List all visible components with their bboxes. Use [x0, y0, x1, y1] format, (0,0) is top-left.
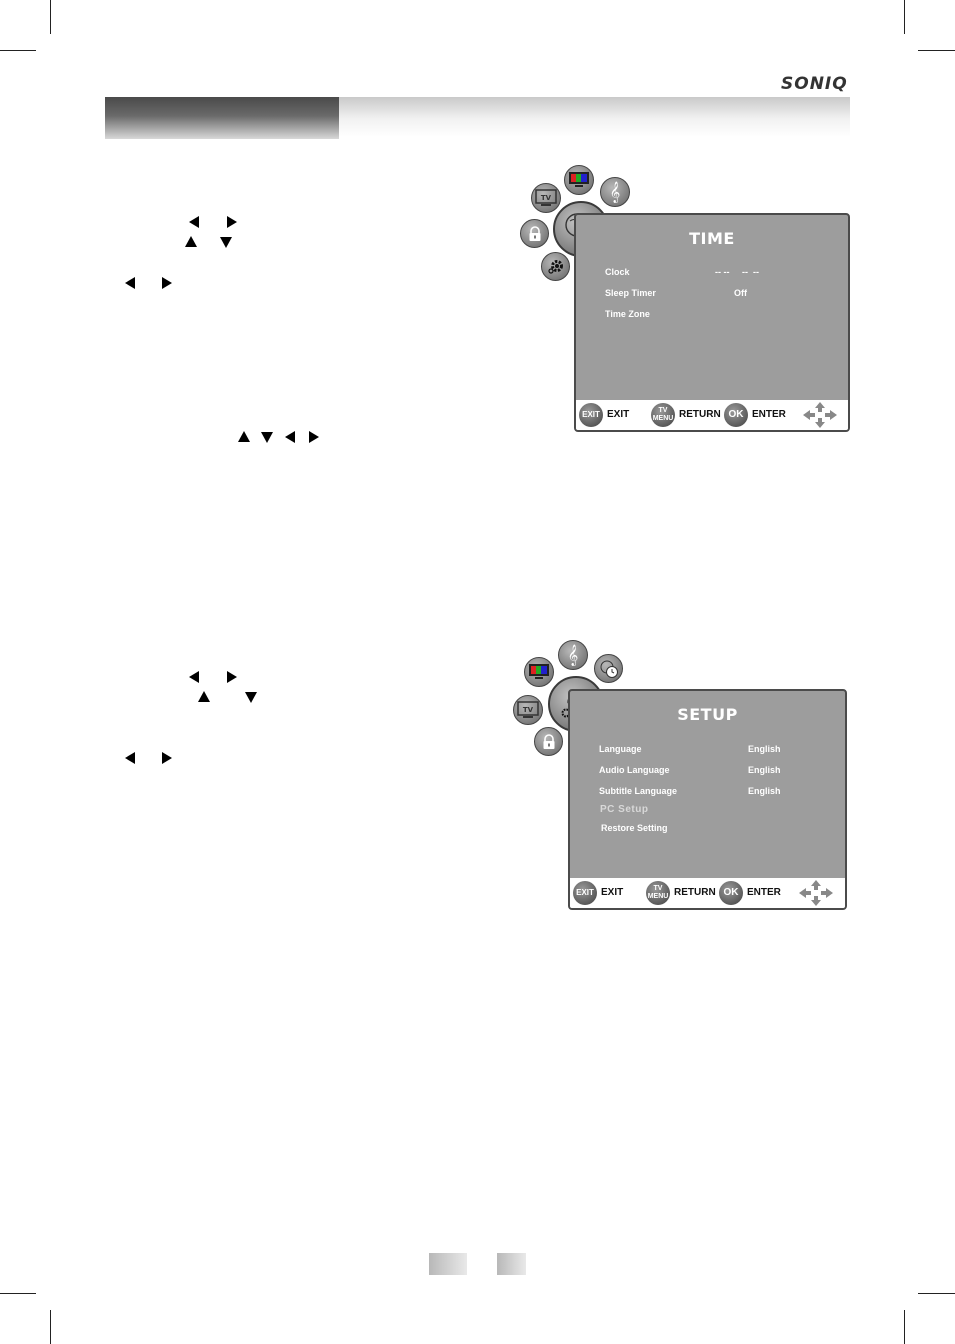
left-arrow-icon	[189, 671, 199, 683]
menu-item-audio-language[interactable]: Audio Language	[599, 765, 670, 775]
menu-item-time-zone[interactable]: Time Zone	[605, 309, 650, 319]
down-arrow-icon	[220, 237, 232, 248]
tv-icon-text: TV	[522, 706, 534, 714]
return-label: RETURN	[674, 887, 716, 898]
down-arrow-icon	[245, 692, 257, 703]
exit-label: EXIT	[601, 887, 624, 898]
navigation-arrows-icon	[798, 879, 834, 907]
time-menu-title: TIME	[689, 229, 735, 248]
crop-mark	[50, 1310, 51, 1344]
page-number-tab-left	[429, 1253, 467, 1275]
picture-icon[interactable]	[524, 657, 554, 687]
clock-icon[interactable]	[594, 654, 623, 683]
header-section-tab	[105, 97, 339, 139]
picture-icon[interactable]	[564, 165, 594, 195]
navigation-arrows-icon	[802, 401, 838, 429]
language-value: English	[748, 744, 781, 754]
time-menu-footer	[576, 400, 848, 430]
setup-menu-panel	[568, 689, 847, 910]
setup-menu-title: SETUP	[677, 705, 738, 724]
up-arrow-icon	[238, 431, 250, 442]
audio-language-value: English	[748, 765, 781, 775]
menu-item-sleep-timer[interactable]: Sleep Timer	[605, 288, 656, 298]
music-note-glyph: 𝄞	[567, 644, 579, 665]
lock-icon[interactable]	[520, 219, 549, 248]
tv-menu-button[interactable]	[646, 881, 670, 905]
lock-icon[interactable]	[534, 727, 563, 756]
return-label: RETURN	[679, 409, 721, 420]
setup-menu-footer	[570, 878, 845, 908]
menu-item-pc-setup: PC Setup	[600, 804, 649, 815]
exit-label: EXIT	[607, 409, 630, 420]
clock-value: -- -- -- --	[715, 267, 759, 277]
right-arrow-icon	[162, 752, 172, 764]
crop-mark	[918, 50, 955, 51]
exit-button[interactable]: EXIT	[573, 881, 597, 905]
brand-logo: SONIQ	[781, 74, 848, 94]
menu-item-clock[interactable]: Clock	[605, 267, 630, 277]
tv-menu-button-bottom: MENU	[647, 893, 669, 900]
crop-mark	[904, 1310, 905, 1344]
music-note-glyph: 𝄞	[609, 181, 621, 202]
left-arrow-icon	[285, 431, 295, 443]
crop-mark	[0, 1293, 36, 1294]
up-arrow-icon	[198, 691, 210, 702]
music-icon[interactable]	[600, 177, 630, 207]
tv-menu-button-top: TV	[658, 407, 668, 414]
crop-mark	[50, 0, 51, 34]
tv-menu-button-bottom: MENU	[652, 415, 674, 422]
tv-menu-button[interactable]	[651, 403, 675, 427]
tv-icon[interactable]	[513, 695, 543, 725]
page-number-tab-right	[497, 1253, 526, 1275]
up-arrow-icon	[185, 236, 197, 247]
crop-mark	[918, 1293, 955, 1294]
crop-mark	[904, 0, 905, 34]
subtitle-language-value: English	[748, 786, 781, 796]
ok-button[interactable]: OK	[724, 403, 748, 427]
down-arrow-icon	[261, 432, 273, 443]
right-arrow-icon	[309, 431, 319, 443]
ok-button[interactable]: OK	[719, 881, 743, 905]
tv-menu-button-top: TV	[653, 885, 663, 892]
menu-item-subtitle-language[interactable]: Subtitle Language	[599, 786, 678, 796]
gear-icon[interactable]	[541, 252, 570, 281]
crop-mark	[0, 50, 36, 51]
tv-icon[interactable]	[531, 183, 561, 213]
right-arrow-icon	[227, 216, 237, 228]
menu-item-restore-setting[interactable]: Restore Setting	[601, 823, 668, 833]
enter-label: ENTER	[747, 887, 781, 898]
sleep-timer-value: Off	[734, 288, 747, 298]
tv-icon-text: TV	[540, 194, 552, 202]
menu-item-language[interactable]: Language	[599, 744, 642, 754]
left-arrow-icon	[125, 277, 135, 289]
right-arrow-icon	[162, 277, 172, 289]
time-menu-panel	[574, 213, 850, 432]
left-arrow-icon	[125, 752, 135, 764]
left-arrow-icon	[189, 216, 199, 228]
enter-label: ENTER	[752, 409, 786, 420]
exit-button[interactable]: EXIT	[579, 403, 603, 427]
music-icon[interactable]	[558, 640, 588, 670]
right-arrow-icon	[227, 671, 237, 683]
